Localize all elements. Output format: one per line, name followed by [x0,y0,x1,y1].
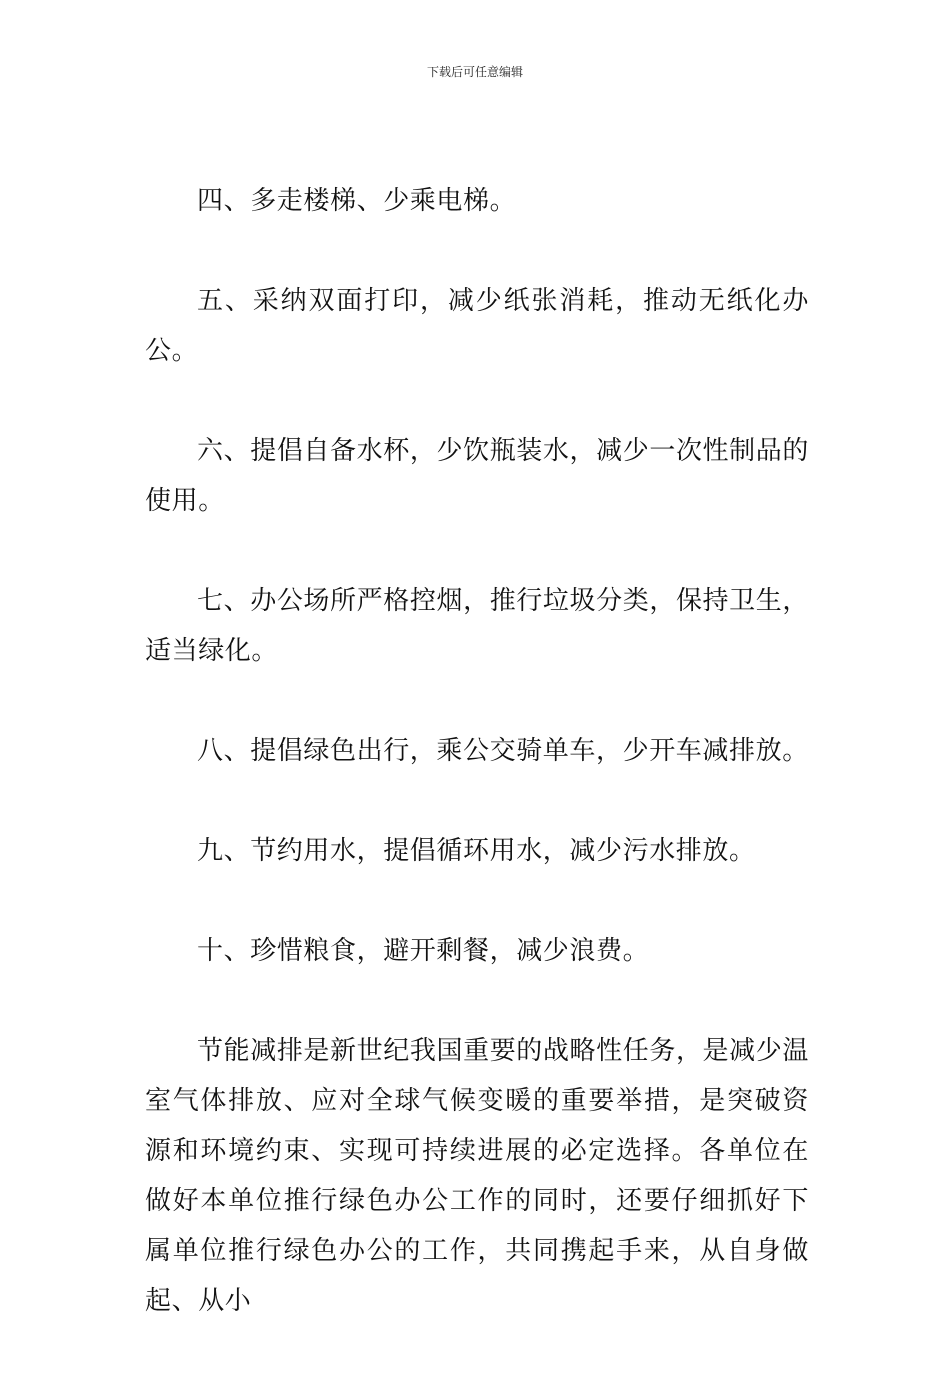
paragraph-item-7: 七、办公场所严格控烟，推行垃圾分类，保持卫生，适当绿化。 [145,586,809,666]
paragraph-item-6: 六、提倡自备水杯，少饮瓶装水，减少一次性制品的使用。 [145,436,809,516]
paragraph-item-5: 五、采纳双面打印，减少纸张消耗，推动无纸化办公。 [145,286,809,366]
page-header: 下载后可任意编辑 [426,65,523,79]
paragraph-item-8: 八、提倡绿色出行，乘公交骑单车，少开车减排放。 [197,736,809,766]
paragraph-item-10: 十、珍惜粮食，避开剩餐，减少浪费。 [197,936,650,966]
paragraph-item-9: 九、节约用水，提倡循环用水，减少污水排放。 [197,836,756,866]
document-body [145,176,809,1376]
paragraph-item-4: 四、多走楼梯、少乘电梯。 [197,186,517,216]
closing-paragraph: 节能减排是新世纪我国重要的战略性任务，是减少温室气体排放、应对全球气候变暖的重要举措，是突破资源和环境约束、实现可持续进展的必定选择。各单位在做好本单位推行绿色办公工作的同时，还要仔细抓好下属单位推行绿色办公的工作，共同携起手来，从自身做起、从小 [145,1036,809,1316]
